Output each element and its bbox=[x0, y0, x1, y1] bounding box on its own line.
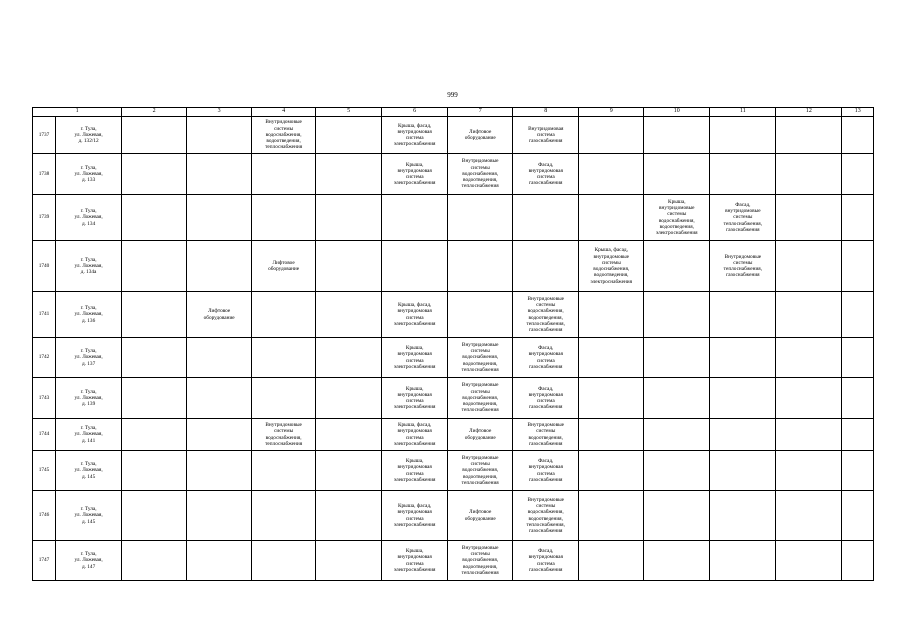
col-6-cell: Крыша, внутридомовая система электроснабжения bbox=[382, 378, 448, 419]
col-2-cell bbox=[122, 419, 187, 451]
col-13-cell bbox=[842, 241, 874, 292]
col-7-cell: Внутридомовые системы водоснабжения, водоотведения, теплоснабжения bbox=[448, 378, 513, 419]
col-9-cell bbox=[579, 451, 644, 491]
address-cell: г. Тула, ул. Ложевая, д. 133 bbox=[56, 154, 122, 195]
header-cell: 11 bbox=[710, 108, 776, 117]
col-4-cell bbox=[252, 338, 316, 378]
row-number: 1737 bbox=[33, 117, 56, 154]
col-4-cell bbox=[252, 378, 316, 419]
col-6-cell: Крыша, внутридомовая система электроснабжения bbox=[382, 154, 448, 195]
address-cell: г. Тула, ул. Ложевая, д. 134 bbox=[56, 195, 122, 241]
col-3-cell bbox=[187, 154, 252, 195]
col-8-cell: Внутридомовые системы водоснабжения, водоотведения, теплоснабжения, газоснабжения bbox=[513, 491, 579, 541]
col-9-cell bbox=[579, 154, 644, 195]
row-number: 1739 bbox=[33, 195, 56, 241]
row-number: 1740 bbox=[33, 241, 56, 292]
col-13-cell bbox=[842, 541, 874, 581]
table-row bbox=[33, 491, 874, 541]
col-6-cell bbox=[382, 195, 448, 241]
col-2-cell bbox=[122, 195, 187, 241]
col-3-cell bbox=[187, 491, 252, 541]
col-9-cell: Крыша, фасад, внутридомовые системы водоснабжения, водоотведения, электроснабжения bbox=[579, 241, 644, 292]
col-10-cell bbox=[644, 241, 710, 292]
col-3-cell: Лифтовое оборудование bbox=[187, 292, 252, 338]
header-cell: 12 bbox=[776, 108, 842, 117]
col-10-cell bbox=[644, 338, 710, 378]
col-2-cell bbox=[122, 378, 187, 419]
table-row bbox=[33, 195, 874, 241]
col-13-cell bbox=[842, 378, 874, 419]
col-12-cell bbox=[776, 491, 842, 541]
col-5-cell bbox=[316, 195, 382, 241]
col-6-cell: Крыша, внутридомовая система электроснабжения bbox=[382, 451, 448, 491]
col-5-cell bbox=[316, 241, 382, 292]
col-8-cell: Фасад, внутридомовая система газоснабжения bbox=[513, 154, 579, 195]
table-row bbox=[33, 541, 874, 581]
col-4-cell bbox=[252, 451, 316, 491]
col-8-cell: Внутридомовые системы водоснабжения, водоотведения, теплоснабжения, газоснабжения bbox=[513, 292, 579, 338]
row-number: 1746 bbox=[33, 491, 56, 541]
col-12-cell bbox=[776, 451, 842, 491]
col-9-cell bbox=[579, 117, 644, 154]
col-7-cell: Лифтовое оборудование bbox=[448, 117, 513, 154]
table-row bbox=[33, 154, 874, 195]
address-cell: г. Тула, ул. Ложевая, д. 145 bbox=[56, 451, 122, 491]
address-cell: г. Тула, ул. Ложевая, д. 136 bbox=[56, 292, 122, 338]
col-11-cell: Фасад, внутридомовые системы теплоснабжения, газоснабжения bbox=[710, 195, 776, 241]
header-cell: 3 bbox=[187, 108, 252, 117]
header-cell: 10 bbox=[644, 108, 710, 117]
header-cell: 2 bbox=[122, 108, 187, 117]
col-4-cell: Внутридомовые системы водоснабжения, водоотведения, теплоснабжения bbox=[252, 117, 316, 154]
col-5-cell bbox=[316, 117, 382, 154]
col-6-cell bbox=[382, 241, 448, 292]
col-10-cell bbox=[644, 117, 710, 154]
col-11-cell bbox=[710, 154, 776, 195]
col-5-cell bbox=[316, 541, 382, 581]
col-8-cell: Фасад, внутридомовая система газоснабжения bbox=[513, 338, 579, 378]
col-5-cell bbox=[316, 378, 382, 419]
col-12-cell bbox=[776, 338, 842, 378]
col-6-cell: Крыша, фасад, внутридомовая система электроснабжения bbox=[382, 491, 448, 541]
col-10-cell bbox=[644, 292, 710, 338]
col-7-cell: Внутридомовые системы водоснабжения, водоотведения, теплоснабжения bbox=[448, 338, 513, 378]
col-11-cell bbox=[710, 292, 776, 338]
col-11-cell: Внутридомовые системы теплоснабжения, газоснабжения bbox=[710, 241, 776, 292]
address-cell: г. Тула, ул. Ложевая, д. 134а bbox=[56, 241, 122, 292]
col-2-cell bbox=[122, 292, 187, 338]
col-5-cell bbox=[316, 292, 382, 338]
col-11-cell bbox=[710, 338, 776, 378]
col-6-cell: Крыша, фасад, внутридомовая система электроснабжения bbox=[382, 419, 448, 451]
header-cell: 1 bbox=[33, 108, 122, 117]
col-6-cell: Крыша, фасад, внутридомовая система электроснабжения bbox=[382, 292, 448, 338]
col-9-cell bbox=[579, 338, 644, 378]
col-8-cell: Фасад, внутридомовая система газоснабжения bbox=[513, 541, 579, 581]
col-2-cell bbox=[122, 338, 187, 378]
col-13-cell bbox=[842, 419, 874, 451]
col-9-cell bbox=[579, 491, 644, 541]
header-cell: 4 bbox=[252, 108, 316, 117]
col-4-cell: Лифтовое оборудование bbox=[252, 241, 316, 292]
col-5-cell bbox=[316, 491, 382, 541]
table-body bbox=[33, 117, 874, 581]
col-2-cell bbox=[122, 451, 187, 491]
table-row bbox=[33, 338, 874, 378]
col-6-cell: Крыша, внутридомовая система электроснабжения bbox=[382, 541, 448, 581]
col-3-cell bbox=[187, 378, 252, 419]
col-2-cell bbox=[122, 117, 187, 154]
col-7-cell: Внутридомовые системы водоснабжения, водоотведения, теплоснабжения bbox=[448, 451, 513, 491]
col-13-cell bbox=[842, 451, 874, 491]
col-9-cell bbox=[579, 378, 644, 419]
col-7-cell: Внутридомовые системы водоснабжения, водоотведения, теплоснабжения bbox=[448, 154, 513, 195]
col-13-cell bbox=[842, 491, 874, 541]
col-13-cell bbox=[842, 338, 874, 378]
col-4-cell bbox=[252, 154, 316, 195]
col-10-cell bbox=[644, 491, 710, 541]
header-cell: 8 bbox=[513, 108, 579, 117]
col-11-cell bbox=[710, 378, 776, 419]
col-8-cell: Внутридомовая система газоснабжения bbox=[513, 117, 579, 154]
col-6-cell: Крыша, внутридомовая система электроснабжения bbox=[382, 338, 448, 378]
col-9-cell bbox=[579, 292, 644, 338]
col-8-cell: Фасад, внутридомовая система газоснабжения bbox=[513, 378, 579, 419]
col-2-cell bbox=[122, 491, 187, 541]
col-7-cell: Лифтовое оборудование bbox=[448, 419, 513, 451]
header-cell: 9 bbox=[579, 108, 644, 117]
col-4-cell bbox=[252, 292, 316, 338]
col-3-cell bbox=[187, 338, 252, 378]
col-9-cell bbox=[579, 541, 644, 581]
col-8-cell: Фасад, внутридомовая система газоснабжения bbox=[513, 451, 579, 491]
col-2-cell bbox=[122, 541, 187, 581]
col-5-cell bbox=[316, 419, 382, 451]
col-7-cell bbox=[448, 195, 513, 241]
col-7-cell: Лифтовое оборудование bbox=[448, 491, 513, 541]
row-number: 1738 bbox=[33, 154, 56, 195]
row-number: 1741 bbox=[33, 292, 56, 338]
col-13-cell bbox=[842, 292, 874, 338]
col-12-cell bbox=[776, 419, 842, 451]
table-row bbox=[33, 378, 874, 419]
col-10-cell bbox=[644, 419, 710, 451]
col-12-cell bbox=[776, 195, 842, 241]
table-row bbox=[33, 241, 874, 292]
col-12-cell bbox=[776, 241, 842, 292]
col-10-cell bbox=[644, 451, 710, 491]
col-7-cell bbox=[448, 241, 513, 292]
col-9-cell bbox=[579, 419, 644, 451]
col-8-cell bbox=[513, 195, 579, 241]
col-10-cell bbox=[644, 378, 710, 419]
col-5-cell bbox=[316, 154, 382, 195]
col-4-cell bbox=[252, 195, 316, 241]
col-11-cell bbox=[710, 491, 776, 541]
row-number: 1743 bbox=[33, 378, 56, 419]
header-cell: 13 bbox=[842, 108, 874, 117]
col-2-cell bbox=[122, 154, 187, 195]
col-11-cell bbox=[710, 117, 776, 154]
col-3-cell bbox=[187, 451, 252, 491]
col-10-cell bbox=[644, 541, 710, 581]
address-cell: г. Тула, ул. Ложевая, д. 137 bbox=[56, 338, 122, 378]
col-3-cell bbox=[187, 117, 252, 154]
table-row bbox=[33, 117, 874, 154]
address-cell: г. Тула, ул. Ложевая, д. 132/12 bbox=[56, 117, 122, 154]
header-row bbox=[33, 108, 874, 117]
col-12-cell bbox=[776, 154, 842, 195]
col-11-cell bbox=[710, 451, 776, 491]
col-6-cell: Крыша, фасад, внутридомовая система электроснабжения bbox=[382, 117, 448, 154]
col-8-cell: Внутридомовые системы водоотведения, газоснабжения bbox=[513, 419, 579, 451]
repair-schedule-table bbox=[32, 107, 874, 581]
col-8-cell bbox=[513, 241, 579, 292]
table-row bbox=[33, 292, 874, 338]
col-7-cell: Внутридомовые системы водоснабжения, водоотведения, теплоснабжения bbox=[448, 541, 513, 581]
row-number: 1744 bbox=[33, 419, 56, 451]
address-cell: г. Тула, ул. Ложевая, д. 145 bbox=[56, 491, 122, 541]
table-row bbox=[33, 419, 874, 451]
header-cell: 5 bbox=[316, 108, 382, 117]
col-12-cell bbox=[776, 541, 842, 581]
col-4-cell bbox=[252, 491, 316, 541]
row-number: 1745 bbox=[33, 451, 56, 491]
col-9-cell bbox=[579, 195, 644, 241]
col-12-cell bbox=[776, 378, 842, 419]
col-13-cell bbox=[842, 117, 874, 154]
col-3-cell bbox=[187, 541, 252, 581]
row-number: 1742 bbox=[33, 338, 56, 378]
table-row bbox=[33, 451, 874, 491]
col-7-cell bbox=[448, 292, 513, 338]
col-4-cell bbox=[252, 541, 316, 581]
header-cell: 6 bbox=[382, 108, 448, 117]
col-5-cell bbox=[316, 338, 382, 378]
col-10-cell bbox=[644, 154, 710, 195]
col-5-cell bbox=[316, 451, 382, 491]
col-3-cell bbox=[187, 241, 252, 292]
col-3-cell bbox=[187, 419, 252, 451]
col-3-cell bbox=[187, 195, 252, 241]
col-2-cell bbox=[122, 241, 187, 292]
col-11-cell bbox=[710, 419, 776, 451]
address-cell: г. Тула, ул. Ложевая, д. 147 bbox=[56, 541, 122, 581]
col-13-cell bbox=[842, 195, 874, 241]
address-cell: г. Тула, ул. Ложевая, д. 141 bbox=[56, 419, 122, 451]
row-number: 1747 bbox=[33, 541, 56, 581]
page-number: 999 bbox=[447, 91, 458, 99]
col-4-cell: Внутридомовые системы водоснабжения, теплоснабжения bbox=[252, 419, 316, 451]
col-12-cell bbox=[776, 117, 842, 154]
col-13-cell bbox=[842, 154, 874, 195]
col-10-cell: Крыша, внутридомовые системы водоснабжения, водоотведения, электроснабжения bbox=[644, 195, 710, 241]
header-cell: 7 bbox=[448, 108, 513, 117]
col-12-cell bbox=[776, 292, 842, 338]
address-cell: г. Тула, ул. Ложевая, д. 139 bbox=[56, 378, 122, 419]
col-11-cell bbox=[710, 541, 776, 581]
